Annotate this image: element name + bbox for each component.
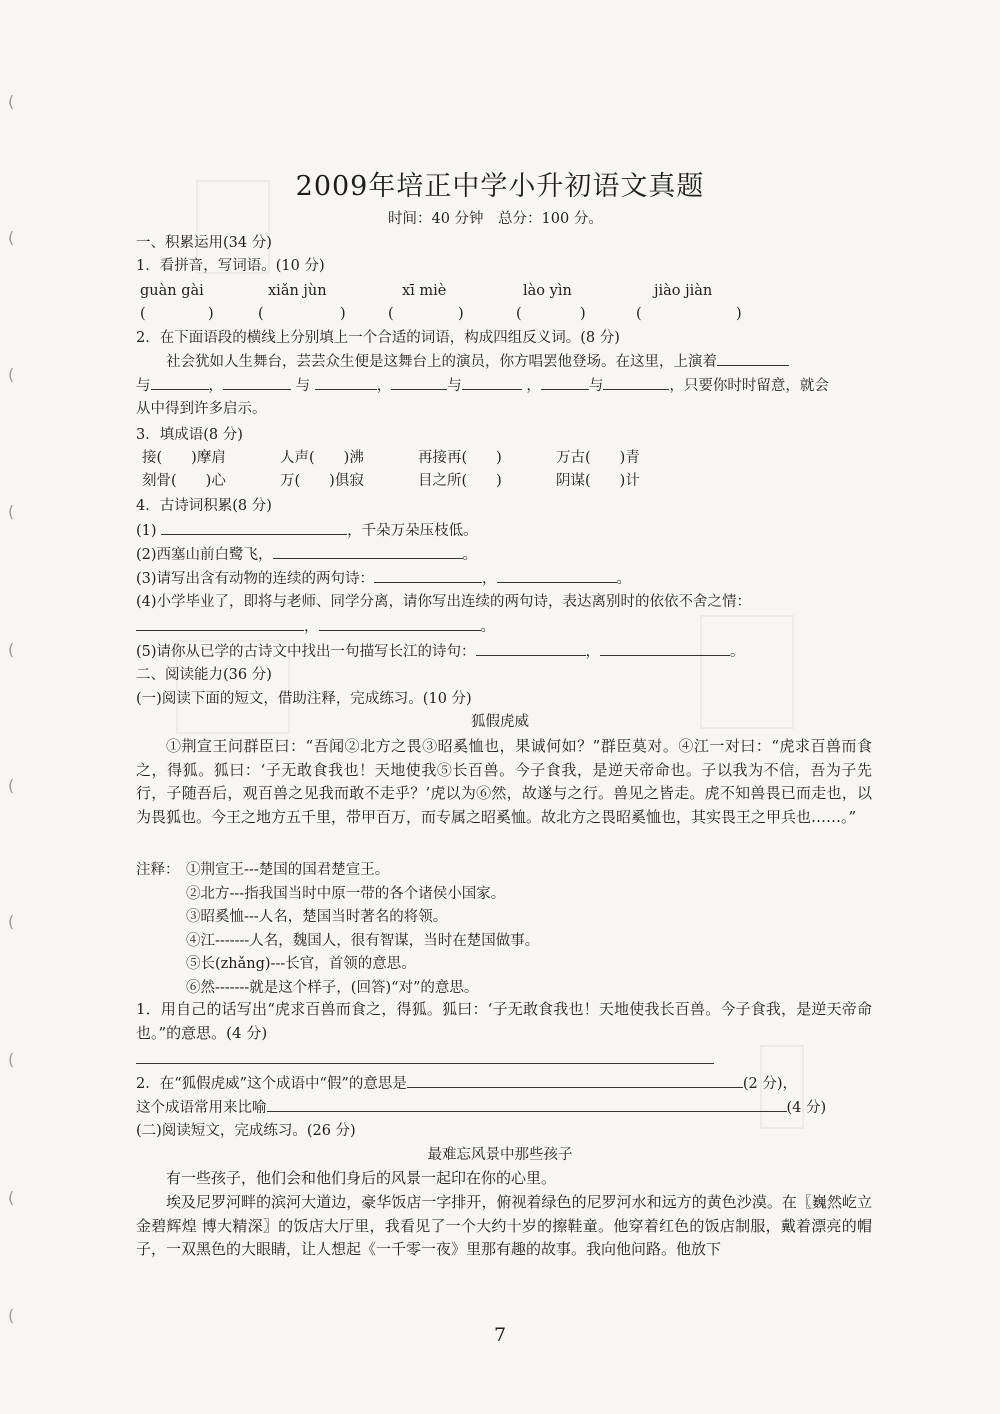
idiom-item: 万古( )青 [556, 450, 640, 466]
binding-hole-mark: ( [8, 1050, 15, 1069]
pinyin-row [0, 281, 1000, 301]
idiom-item: 再接再( ) [418, 450, 502, 466]
word-yu: 与 [136, 378, 151, 394]
idiom-item: 万( )俱寂 [280, 473, 364, 489]
score: (4 分) [786, 1100, 827, 1116]
exam-title: 2009年培正中学小升初语文真题 [295, 171, 705, 202]
question-text: (5)请你从已学的古诗文中找出一句描写长江的诗句： [136, 644, 476, 660]
q4-item5 [136, 641, 745, 662]
poem-line: ，千朵万朵压枝低。 [347, 523, 478, 539]
sec1-q1: 1．用自己的话写出“虎求百兽而食之，得狐。狐曰：‘子无敢食我也！天地使我长百兽。今子食我，是逆天帝命也。”的意思。(4 分) [136, 1000, 872, 1042]
paren-close: ) [340, 306, 346, 322]
answer-blank[interactable] [273, 544, 463, 559]
binding-hole-mark: ( [8, 1188, 15, 1207]
binding-hole-mark: ( [8, 640, 15, 659]
answer-blank[interactable] [391, 375, 447, 390]
note-item: ②北方---指我国当时中原一带的各个诸侯小国家。 [186, 886, 506, 902]
q4-label: 4．古诗词积累(8 分) [136, 498, 272, 514]
page-number: 7 [493, 1324, 507, 1346]
binding-hole-mark: ( [8, 776, 15, 795]
comma: ， [482, 571, 497, 587]
answer-blank[interactable] [717, 351, 789, 366]
pinyin-item: xī miè [402, 283, 447, 299]
q4-item3 [136, 568, 631, 589]
q4-item4: (4)小学毕业了，即将与老师、同学分离，请你写出连续的两句诗，表达离别时的依依不舍之情： [136, 594, 752, 610]
notes-label: 注释： [136, 862, 180, 878]
note-item: ③昭奚恤---人名，楚国当时著名的将领。 [186, 909, 448, 925]
word-yu: 与 [447, 378, 462, 394]
comma: ， [585, 644, 601, 660]
binding-hole-mark: ( [8, 1306, 15, 1325]
period: 。 [616, 571, 632, 587]
question-text: (3)请写出含有动物的连续的两句诗： [136, 571, 375, 587]
answer-blank[interactable] [374, 568, 482, 583]
idiom-row-1 [0, 448, 1000, 468]
score: (2 分)， [742, 1076, 798, 1092]
pinyin-item: xiǎn jùn [268, 283, 327, 299]
story2-para2: 埃及尼罗河畔的滨河大道边，豪华饭店一字排开，俯视着绿色的尼罗河水和远方的黄色沙漠。在〖巍然屹立 金碧辉煌 博大精深〗的饭店大厅里，我看见了一个大约十岁的擦鞋童。他穿着红色的饭店制服，戴着漂亮的帽子，一双黑色的大眼睛，让人想起《一千零一夜》里那有趣的故事。我向他问路。他放下 [136, 1193, 872, 1258]
q4-item1 [136, 520, 478, 541]
answer-blank[interactable] [497, 568, 617, 583]
q2-intro: 社会犹如人生舞台，芸芸众生便是这舞台上的演员，你方唱罢他登场。在这里，上演着 [166, 354, 717, 370]
answer-blank[interactable] [603, 375, 669, 390]
paren-close: ) [458, 306, 464, 322]
q4-item2 [136, 544, 477, 565]
paren-close: ) [736, 306, 742, 322]
q2-ending: ，只要你时时留意，就会 [669, 378, 829, 394]
binding-hole-mark: ( [8, 365, 15, 384]
comma: ， [526, 378, 541, 394]
paren-open: ( [258, 306, 264, 322]
q2-label: 2．在下面语段的横线上分别填上一个合适的词语，构成四组反义词。(8 分) [136, 330, 620, 346]
period: 。 [730, 644, 745, 660]
note-item: ⑥然-------就是这个样子，(回答)“对”的意思。 [186, 980, 479, 996]
answer-blank[interactable] [600, 641, 730, 656]
binding-holes [8, 0, 28, 1414]
comma: ， [376, 378, 392, 394]
story1-title: 狐假虎威 [471, 714, 529, 730]
answer-blank[interactable] [319, 616, 481, 631]
answer-blank[interactable] [136, 616, 304, 631]
answer-blank[interactable] [151, 375, 209, 390]
note-item: ④江-------人名，魏国人，很有智谋，当时在楚国做事。 [186, 933, 540, 949]
sec1-label: (一)阅读下面的短文，借助注释，完成练习。(10 分) [136, 691, 472, 707]
question-text: 2．在“狐假虎威”这个成语中“假”的意思是 [136, 1076, 407, 1092]
part2-heading: 二、阅读能力(36 分) [136, 667, 272, 683]
binding-hole-mark: ( [8, 228, 15, 247]
paren-close: ) [208, 306, 214, 322]
poem-line: (2)西塞山前白鹭飞， [136, 547, 273, 563]
q3-label: 3．填成语(8 分) [136, 427, 243, 443]
binding-hole-mark: ( [8, 92, 15, 111]
item-number: (1) [136, 523, 157, 539]
idiom-item: 目之所( ) [418, 473, 502, 489]
comma: ， [208, 378, 223, 394]
word-yu: 与 [295, 378, 311, 394]
period: 。 [462, 547, 478, 563]
note-item: ①荆宣王---楚国的国君楚宣王。 [186, 862, 390, 878]
paren-close: ) [580, 306, 586, 322]
part1-heading: 一、积累运用(34 分) [136, 235, 272, 251]
q1-label: 1．看拼音，写词语。(10 分) [136, 258, 325, 274]
answer-blank[interactable] [315, 375, 377, 390]
answer-blank[interactable] [223, 375, 291, 390]
paren-open: ( [140, 306, 146, 322]
idiom-item: 接( )摩肩 [142, 450, 226, 466]
answer-blank[interactable] [476, 641, 586, 656]
q2-intro-line [166, 351, 789, 372]
paren-open: ( [388, 306, 394, 322]
binding-hole-mark: ( [8, 912, 15, 931]
sec1-q2-b [136, 1097, 826, 1118]
word-yu: 与 [588, 378, 604, 394]
comma: ， [304, 619, 319, 635]
q2-line3: 从中得到许多启示。 [136, 401, 267, 417]
story2-para1: 有一些孩子，他们会和他们身后的风景一起印在你的心里。 [166, 1169, 557, 1187]
answer-blank[interactable] [541, 375, 589, 390]
idiom-item: 人声( )沸 [280, 450, 364, 466]
binding-hole-mark: ( [8, 502, 15, 521]
answer-line[interactable] [136, 1063, 714, 1064]
answer-blank[interactable] [161, 520, 347, 535]
sec1-q2-a [136, 1073, 797, 1094]
exam-subtitle: 时间：40 分钟 总分：100 分。 [388, 211, 603, 227]
q2-blanks-line [136, 375, 829, 396]
idiom-item: 阴谋( )计 [556, 473, 640, 489]
period: 。 [480, 619, 495, 635]
story1-text: ①荆宣王问群臣曰：“吾闻②北方之畏③昭奚恤也，果诚何如？”群臣莫对。④江一对曰：“虎求百兽而食之，得狐。狐曰：‘子无敢食我也！天地使我⑤长百兽。今子食我，是逆天帝命也。子以我为不信，吾为子先行，子随吾后，观百兽之见我而敢不走乎？’虎以为⑥然，故遂与之行。兽见之皆走。虎不知兽畏已而走也，以为畏狐也。今王之地方五千里，带甲百万，而专属之昭奚恤。故北方之畏昭奚恤也，其实畏王之甲兵也……。” [136, 737, 872, 826]
pinyin-item: guàn gài [140, 283, 204, 299]
answer-blank[interactable] [407, 1073, 743, 1088]
pinyin-item: jiào jiàn [654, 283, 713, 299]
question-text: 这个成语常用来比喻 [136, 1100, 267, 1116]
idiom-row-2 [0, 471, 1000, 491]
paren-open: ( [636, 306, 642, 322]
answer-box-row [0, 304, 1000, 324]
paren-open: ( [516, 306, 522, 322]
note-item: ⑤长(zhǎng)---长官，首领的意思。 [186, 956, 416, 972]
sec2-label: (二)阅读短文，完成练习。(26 分) [136, 1123, 356, 1139]
idiom-item: 刻骨( )心 [142, 473, 226, 489]
pinyin-item: lào yìn [523, 283, 572, 299]
answer-blank[interactable] [267, 1097, 787, 1112]
q4-item4-answer [136, 616, 495, 637]
answer-blank[interactable] [462, 375, 522, 390]
story2-title: 最难忘风景中那些孩子 [427, 1147, 573, 1163]
